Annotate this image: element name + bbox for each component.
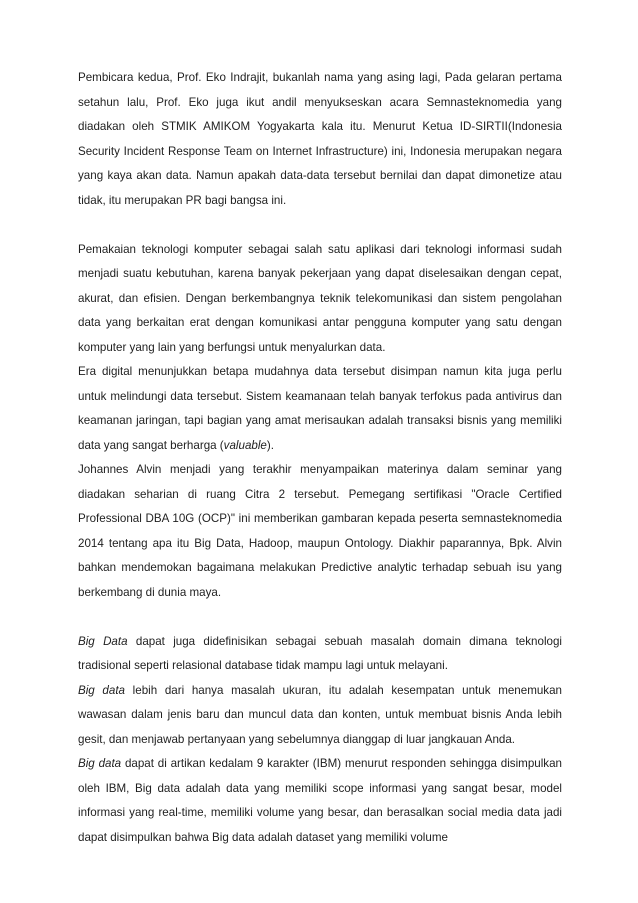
paragraph-text: dapat juga didefinisikan sebagai sebuah masalah domain dimana teknologi tradisional seperti relasional database tidak mampu lagi untuk melayani.	[78, 634, 562, 672]
paragraph-text: Pembicara kedua, Prof. Eko Indrajit, bukanlah nama yang asing lagi, Pada gelaran pertama setahun lalu, Prof. Eko juga ikut andil menyukseskan acara Semnasteknomedia yang diadakan oleh STMIK AMIKOM Yogyakarta kala itu. Menurut Ketua ID-SIRTII(Indonesia Security Incident Response Team on Internet Infrastructure) ini, Indonesia merupakan negara yang kaya akan data. Namun apakah data-data tersebut bernilai dan dapat dimonetize atau tidak, itu merupakan PR bagi bangsa ini.	[78, 71, 562, 207]
document-body	[78, 66, 562, 850]
italic-term-big-data: Big Data	[78, 634, 128, 648]
paragraph-text-end: ).	[266, 438, 274, 452]
italic-term-valuable: valuable	[223, 438, 267, 452]
paragraph-text: Era digital menunjukkan betapa mudahnya data tersebut disimpan namun kita juga perlu untuk melindungi data tersebut. Sistem keamanaan telah banyak terfokus pada antivirus dan keamanan jaringan, tapi bagian yang amat merisaukan adalah transaksi bisnis yang memiliki data yang sangat berharga (	[78, 365, 562, 452]
paragraph-big-data-definition	[78, 630, 562, 679]
paragraph-computer-technology	[78, 238, 562, 361]
paragraph-speaker-alvin	[78, 458, 562, 605]
paragraph-speaker-eko	[78, 66, 562, 213]
paragraph-text: dapat di artikan kedalam 9 karakter (IBM) menurut responden sehingga disimpulkan oleh IBM, Big data adalah data yang memiliki scope informasi yang sangat besar, model informasi yang real-time, memiliki volume yang besar, dan berasalkan social media data jadi dapat disimpulkan bahwa Big data adalah dataset yang memiliki volume	[78, 757, 562, 844]
paragraph-text: Pemakaian teknologi komputer sebagai salah satu aplikasi dari teknologi informasi sudah menjadi suatu kebutuhan, karena banyak pekerjaan yang dapat diselesaikan dengan cepat, akurat, dan efisien. Dengan berkembangnya teknik telekomunikasi dan sistem pengolahan data yang berkaitan erat dengan komunikasi antar pengguna komputer yang satu dengan komputer yang lain yang berfungsi untuk menyalurkan data.	[78, 242, 562, 354]
paragraph-text: lebih dari hanya masalah ukuran, itu adalah kesempatan untuk menemukan wawasan dalam jenis baru dan muncul data dan konten, untuk membuat bisnis Anda lebih gesit, dan menjawab pertanyaan yang sebelumnya dianggap di luar jangkauan Anda.	[78, 683, 562, 746]
paragraph-big-data-opportunity	[78, 679, 562, 753]
italic-term-big-data: Big data	[78, 757, 122, 770]
paragraph-text: Johannes Alvin menjadi yang terakhir menyampaikan materinya dalam seminar yang diadakan seharian di ruang Citra 2 tersebut. Pemegang sertifikasi "Oracle Certified Professional DBA 10G (OCP)" ini memberikan gambaran kepada peserta semnasteknomedia 2014 tentang apa itu Big Data, Hadoop, maupun Ontology. Diakhir paparannya, Bpk. Alvin bahkan mendemokan bagaimana melakukan Predictive analytic terhadap sebuah isu yang berkembang di dunia maya.	[78, 463, 562, 599]
paragraph-big-data-ibm	[78, 752, 562, 850]
paragraph-digital-era	[78, 360, 562, 458]
italic-term-big-data: Big data	[78, 683, 125, 697]
